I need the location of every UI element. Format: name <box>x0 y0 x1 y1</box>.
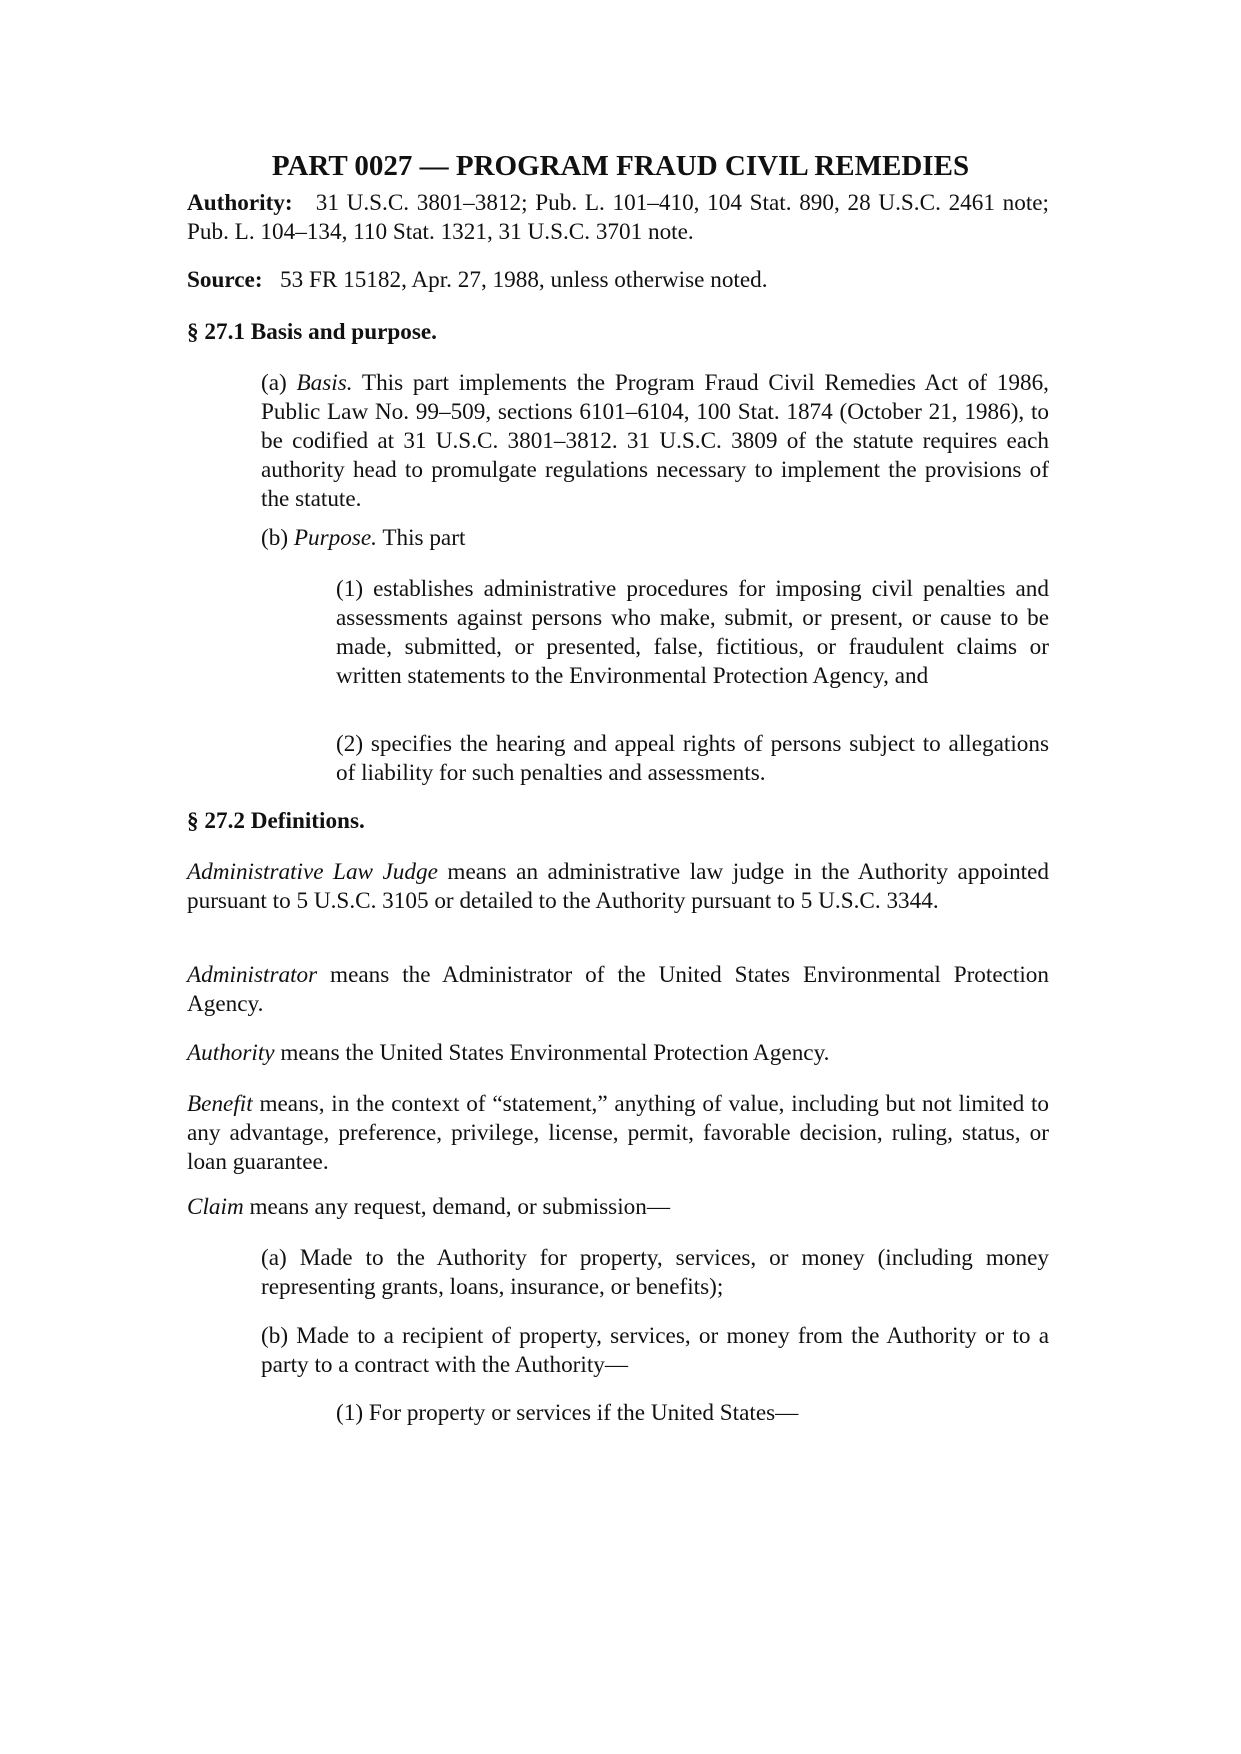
definition-term: Administrator <box>187 962 318 988</box>
definition-text: means the United States Environmental Protection Agency. <box>274 1040 830 1066</box>
paragraph-prefix: (a) <box>261 370 297 396</box>
page-title: PART 0027 — PROGRAM FRAUD CIVIL REMEDIES <box>271 150 970 182</box>
definition-term: Administrative Law Judge <box>187 859 438 885</box>
section-heading-27-1: § 27.1 Basis and purpose. <box>187 319 437 345</box>
source-text: 53 FR 15182, Apr. 27, 1988, unless otherwise noted. <box>279 267 768 293</box>
definition-term: Authority <box>187 1040 275 1066</box>
paragraph-basis <box>261 369 1049 514</box>
paragraph-text: This part implements the Program Fraud Civil Remedies Act of 1986, Public Law No. 99–509, sections 6101–6104, 100 Stat. 1874 (October 21, 1986), to be codified at 31 U.S.C. 3801–3812. 31 U.S.C. 3809 of the statute requires each authority head to promulgate regulations necessary to implement the provisions of the statute. <box>261 370 1049 512</box>
definition-text: means the Administrator of the United States Environmental Protection Agency. <box>187 962 1049 1017</box>
purpose-item-2: (2) specifies the hearing and appeal rights of persons subject to allegations of liability for such penalties and assessments. <box>336 731 1049 786</box>
definition-term: Benefit <box>187 1091 253 1117</box>
definition-text: means an administrative law judge in the Authority appointed pursuant to 5 U.S.C. 3105 or detailed to the Authority pursuant to 5 U.S.C. 3344. <box>187 859 1049 914</box>
definition-text: means, in the context of “statement,” anything of value, including but not limited to any advantage, preference, privilege, license, permit, favorable decision, ruling, status, or loan guarantee. <box>187 1091 1049 1175</box>
source-paragraph <box>187 266 1049 295</box>
source-label: Source: <box>187 267 263 293</box>
definition-term: Claim <box>187 1194 244 1220</box>
definition-administrator <box>187 961 1049 1019</box>
authority-paragraph <box>187 189 1049 247</box>
claim-item-b: (b) Made to a recipient of property, services, or money from the Authority or to a party to a contract with the Authority— <box>261 1323 1049 1378</box>
authority-label: Authority: <box>187 190 293 216</box>
term-purpose: Purpose. <box>293 525 377 551</box>
paragraph-prefix: (b) <box>261 525 294 551</box>
section-heading-27-2: § 27.2 Definitions. <box>187 808 365 834</box>
claim-item-b-1: (1) For property or services if the United States— <box>336 1400 799 1426</box>
authority-text: 31 U.S.C. 3801–3812; Pub. L. 101–410, 104 Stat. 890, 28 U.S.C. 2461 note; Pub. L. 104–134, 110 Stat. 1321, 31 U.S.C. 3701 note. <box>187 190 1049 245</box>
paragraph-text: This part <box>376 525 466 551</box>
purpose-item-1: (1) establishes administrative procedures for imposing civil penalties and assessments against persons who make, submit, or present, or cause to be made, submitted, or presented, false, fictitious, or fraudulent claims or written statements to the Environmental Protection Agency, and <box>336 576 1049 689</box>
definition-authority <box>187 1039 1049 1068</box>
definition-text: means any request, demand, or submission— <box>243 1194 671 1220</box>
claim-item-a: (a) Made to the Authority for property, services, or money (including money representing grants, loans, insurance, or benefits); <box>261 1245 1049 1300</box>
definition-benefit <box>187 1090 1049 1177</box>
term-basis: Basis. <box>296 370 353 396</box>
definition-claim <box>187 1193 1049 1222</box>
definition-administrative-law-judge <box>187 858 1049 916</box>
paragraph-purpose <box>261 524 1049 553</box>
